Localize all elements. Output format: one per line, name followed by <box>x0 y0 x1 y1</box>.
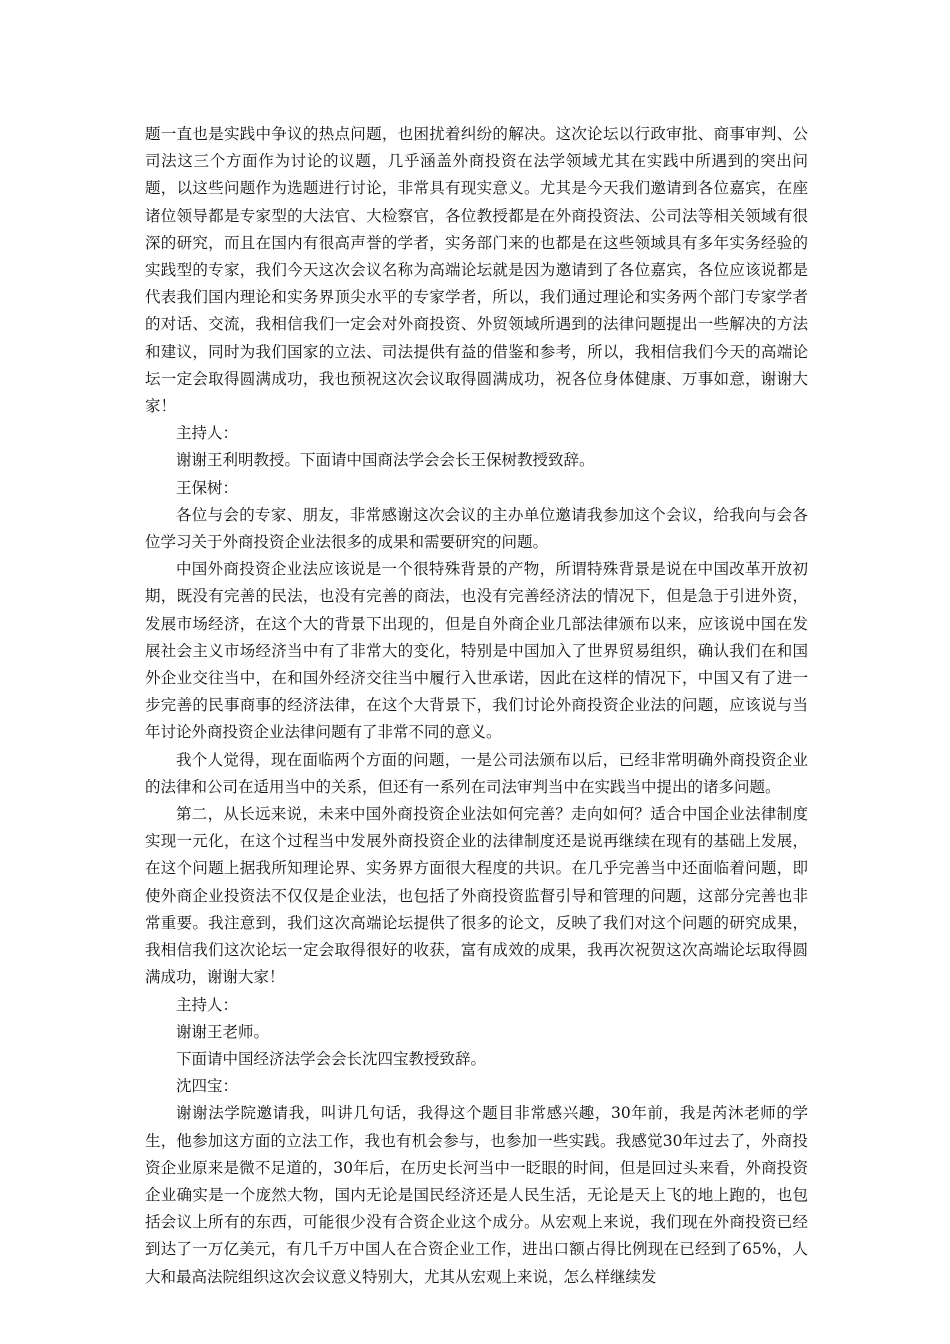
paragraph-host-thanks: 谢谢王老师。 <box>176 1022 270 1041</box>
paragraph-host-intro-wang-baoshu: 谢谢王利明教授。下面请中国商法学会会长王保树教授致辞。 <box>176 451 595 470</box>
speaker-label-host: 主持人： <box>176 424 239 443</box>
paragraph-opening-remarks: 题一直也是实践中争议的热点问题，也困扰着纠纷的解决。这次论坛以行政审批、商事审判、公司法这三个方面作为讨论的议题，几乎涵盖外商投资在法学领域尤其在实践中所遇到的突出问题，以这些问题作为选题进行讨论，非常具有现实意义。尤其是今天我们邀请到各位嘉宾，在座诸位领导都是专家型的大法官、大检察官，各位教授都是在外商投资法、公司法等相关领域有很深的研究，而且在国内有很高声誉的学者，实务部门来的也都是在这些领域具有多年实务经验的实践型的专家，我们今天这次会议名称为高端论坛就是因为邀请到了各位嘉宾，各位应该说都是代表我们国内理论和实务界顶尖水平的专家学者，所以，我们通过理论和实务两个部门专家学者的对话、交流，我相信我们一定会对外商投资、外贸领域所遇到的法律问题提出一些解决的方法和建议，同时为我们国家的立法、司法提供有益的借鉴和参考，所以，我相信我们今天的高端论坛一定会取得圆满成功，我也预祝这次会议取得圆满成功，祝各位身体健康、万事如意，谢谢大家！ <box>145 125 808 416</box>
paragraph-shen-sibao-remarks: 谢谢法学院邀请我，叫讲几句话，我得这个题目非常感兴趣，30年前，我是芮沐老师的学生，他参加这方面的立法工作，我也有机会参与，也参加一些实践。我感觉30年过去了，外商投资企业原来是微不足道的，30年后，在历史长河当中一眨眼的时间，但是回过头来看，外商投资企业确实是一个庞然大物，国内无论是国民经济还是人民生活，无论是天上飞的地上跑的，也包括会议上所有的东西，可能很少没有合资企业这个成分。从宏观上来说，我们现在外商投资已经到达了一万亿美元，有几千万中国人在合资企业工作，进出口额占得比例现在已经到了65%，人大和最高法院组织这次会议意义特别大，尤其从宏观上来说，怎么样继续发 <box>145 1104 808 1286</box>
speaker-label-wang-baoshu: 王保树： <box>176 478 239 497</box>
paragraph-wang-baoshu-second-point: 第二，从长远来说，未来中国外商投资企业法如何完善？走向如何？适合中国企业法律制度实现一元化，在这个过程当中发展外商投资企业的法律制度还是说再继续在现有的基础上发展，在这个问题上据我所知理论界、实务界方面很大程度的共识。在几乎完善当中还面临着问题，即使外商企业投资法不仅仅是企业法，也包括了外商投资监督引导和管理的问题，这部分完善也非常重要。我注意到，我们这次高端论坛提供了很多的论文，反映了我们对这个问题的研究成果，我相信我们这次论坛一定会取得很好的收获，富有成效的成果，我再次祝贺这次高端论坛取得圆满成功，谢谢大家！ <box>145 805 808 987</box>
paragraph-wang-baoshu-greeting: 各位与会的专家、朋友，非常感谢这次会议的主办单位邀请我参加这个会议，给我向与会各位学习关于外商投资企业法很多的成果和需要研究的问题。 <box>145 505 808 552</box>
paragraph-wang-baoshu-two-issues: 我个人觉得，现在面临两个方面的问题，一是公司法颁布以后，已经非常明确外商投资企业的法律和公司在适用当中的关系，但还有一系列在司法审判当中在实践当中提出的诸多问题。 <box>145 750 808 796</box>
paragraph-host-intro-shen-sibao: 下面请中国经济法学会会长沈四宝教授致辞。 <box>176 1049 487 1068</box>
speaker-label-shen-sibao: 沈四宝： <box>176 1077 239 1096</box>
document-page <box>145 121 808 1291</box>
paragraph-wang-baoshu-background: 中国外商投资企业法应该说是一个很特殊背景的产物，所谓特殊背景是说在中国改革开放初期，既没有完善的民法，也没有完善的商法，也没有完善经济法的情况下，但是急于引进外资，发展市场经济，在这个大的背景下出现的，但是自外商企业几部法律颁布以来，应该说中国在发展社会主义市场经济当中有了非常大的变化，特别是中国加入了世界贸易组织，确认我们在和国外企业交往当中，在和国外经济交往当中履行入世承诺，因此在这样的情况下，中国又有了进一步完善的民事商事的经济法律，在这个大背景下，我们讨论外商投资企业法的问题，应该说与当年讨论外商投资企业法律问题有了非常不同的意义。 <box>145 560 808 742</box>
speaker-label-host: 主持人： <box>176 995 239 1014</box>
